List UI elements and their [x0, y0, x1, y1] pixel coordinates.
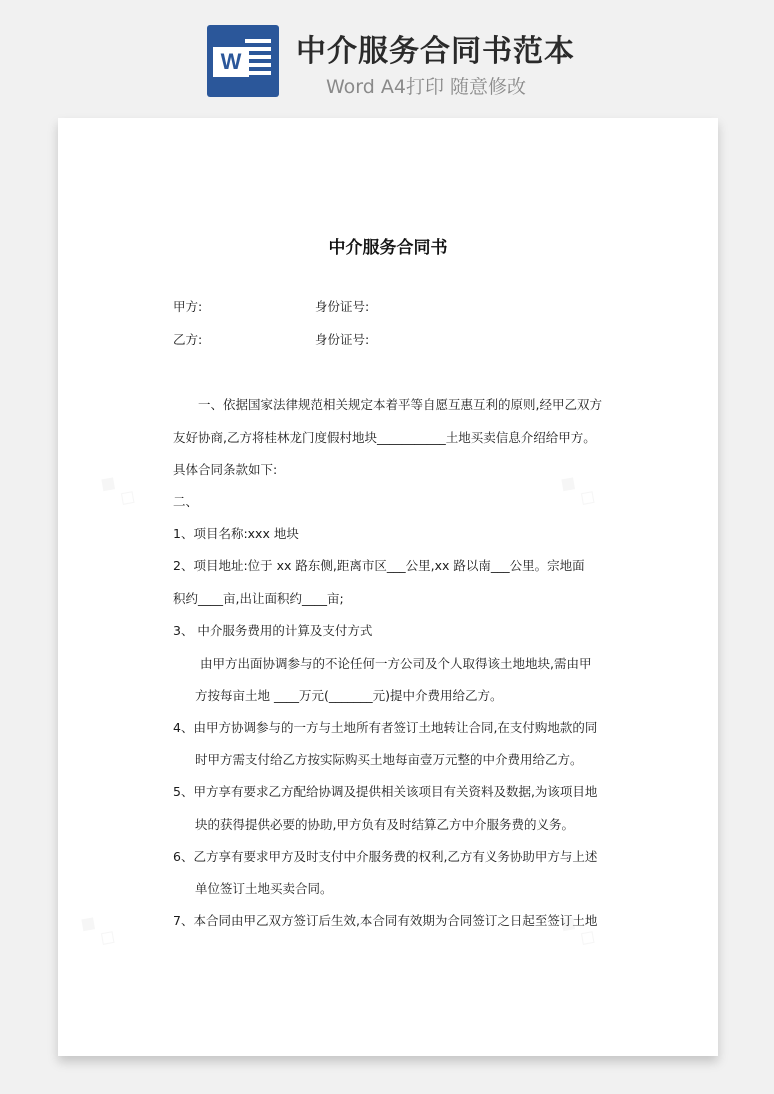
paragraph-line: 时甲方需支付给乙方按实际购买土地每亩壹万元整的中介费用给乙方。	[195, 752, 583, 767]
document-page	[58, 118, 718, 1056]
header-title: 中介服务合同书范本	[296, 34, 575, 69]
paragraph-line: 由甲方出面协调参与的不论任何一方公司及个人取得该土地地块,需由甲	[200, 656, 592, 671]
list-item: 7、本合同由甲乙双方签订后生效,本合同有效期为合同签订之日起至签订土地	[173, 913, 598, 928]
paragraph-line: 积约____亩,出让面积约____亩;	[173, 591, 344, 606]
party-b-label: 乙方:	[173, 332, 203, 347]
paragraph-line: 块的获得提供必要的协助,甲方负有及时结算乙方中介服务费的义务。	[195, 817, 574, 832]
paragraph-line: 友好协商,乙方将桂林龙门度假村地块___________土地买卖信息介绍给甲方。	[173, 430, 596, 445]
list-item: 4、由甲方协调参与的一方与土地所有者签订土地转让合同,在支付购地款的同	[173, 720, 598, 735]
watermark	[95, 469, 143, 513]
watermark	[75, 909, 123, 953]
list-item: 2、项目地址:位于 xx 路东侧,距离市区___公里,xx 路以南___公里。宗地面	[173, 558, 585, 573]
page-header	[0, 0, 774, 110]
list-item: 1、项目名称:xxx 地块	[173, 526, 299, 541]
list-item: 5、甲方享有要求乙方配给协调及提供相关该项目有关资料及数据,为该项目地	[173, 784, 598, 799]
document-title: 中介服务合同书	[328, 238, 448, 258]
header-subtitle: Word A4打印 随意修改	[326, 76, 527, 98]
party-a-id-label: 身份证号:	[315, 299, 370, 314]
list-item: 3、 中介服务费用的计算及支付方式	[173, 623, 373, 638]
paragraph-line: 方按每亩土地 ____万元(_______元)提中介费用给乙方。	[195, 688, 503, 703]
paragraph-line: 一、依据国家法律规范相关规定本着平等自愿互惠互利的原则,经甲乙双方	[198, 397, 602, 412]
party-b-id-label: 身份证号:	[315, 332, 370, 347]
word-icon-letter: W	[213, 47, 249, 77]
word-icon	[207, 25, 279, 97]
paragraph-line: 二、	[173, 494, 199, 509]
party-a-label: 甲方:	[173, 299, 203, 314]
watermark	[555, 469, 603, 513]
paragraph-line: 单位签订土地买卖合同。	[195, 881, 333, 896]
list-item: 6、乙方享有要求甲方及时支付中介服务费的权利,乙方有义务协助甲方与上述	[173, 849, 598, 864]
paragraph-line: 具体合同条款如下:	[173, 462, 278, 477]
